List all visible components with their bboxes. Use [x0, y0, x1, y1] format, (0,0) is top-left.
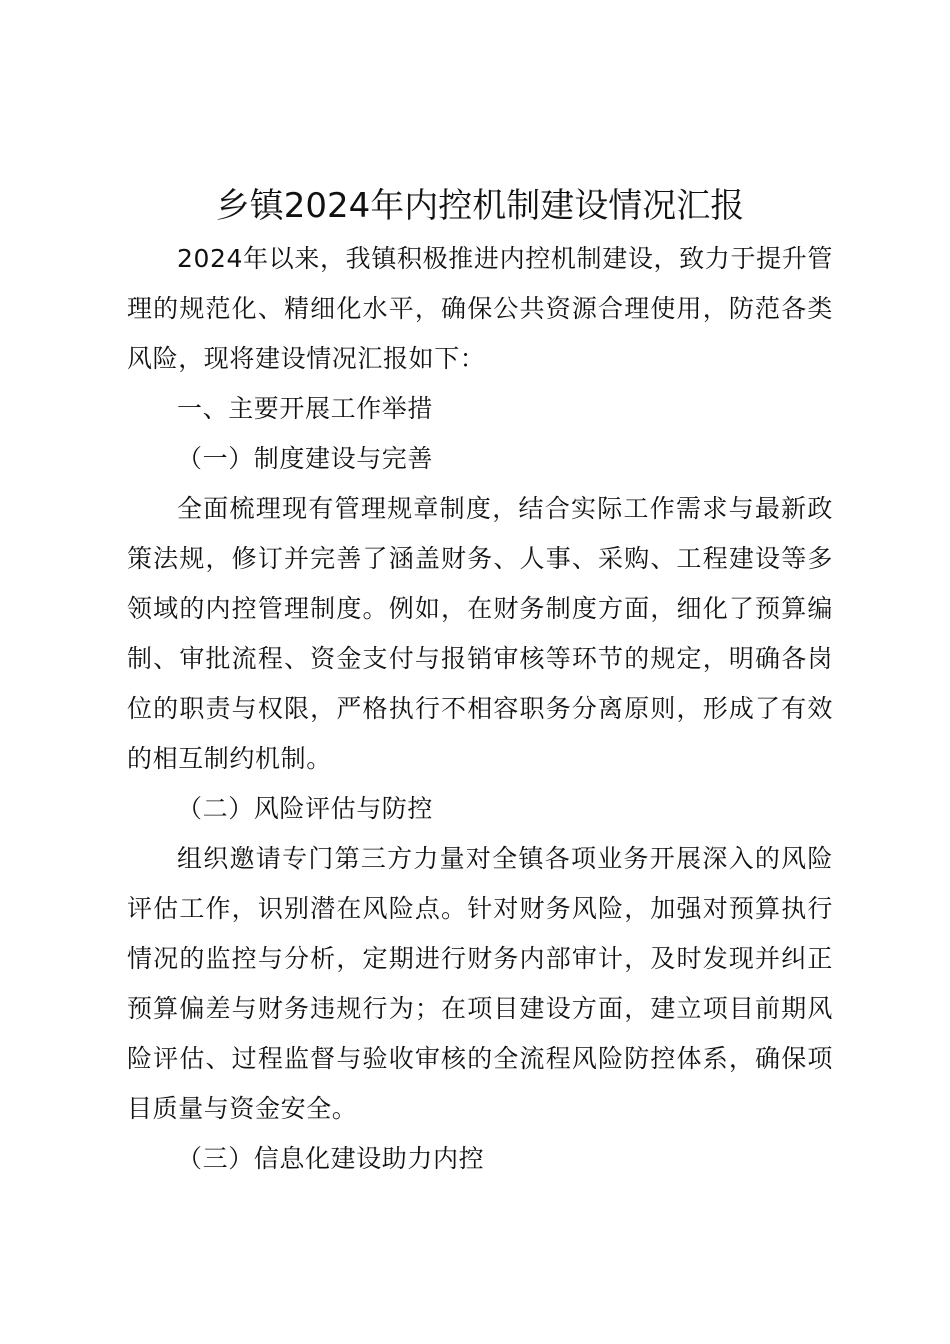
intro-paragraph: 2024年以来，我镇积极推进内控机制建设，致力于提升管理的规范化、精细化水平，确保公共资源合理使用，防范各类风险，现将建设情况汇报如下：: [127, 244, 833, 373]
subsection-heading-2: （二）风险评估与防控: [177, 794, 434, 823]
subsection-heading-3: （三）信息化建设助力内控: [177, 1144, 485, 1173]
subsection-paragraph-2: 组织邀请专门第三方力量对全镇各项业务开展深入的风险评估工作，识别潜在风险点。针对财务风险，加强对预算执行情况的监控与分析，定期进行财务内部审计，及时发现并纠正预算偏差与财务违规行为；在项目建设方面，建立项目前期风险评估、过程监督与验收审核的全流程风险防控体系，确保项目质量与资金安全。: [127, 844, 833, 1123]
document-body: [127, 178, 833, 1184]
subsection-heading-1: （一）制度建设与完善: [177, 444, 434, 473]
subsection-paragraph-1: 全面梳理现有管理规章制度，结合实际工作需求与最新政策法规，修订并完善了涵盖财务、人事、采购、工程建设等多领域的内控管理制度。例如，在财务制度方面，细化了预算编制、审批流程、资金支付与报销审核等环节的规定，明确各岗位的职责与权限，严格执行不相容职务分离原则，形成了有效的相互制约机制。: [127, 494, 833, 773]
document-title: 乡镇2024年内控机制建设情况汇报: [215, 186, 745, 226]
section-heading-1: 一、主要开展工作举措: [177, 394, 434, 423]
